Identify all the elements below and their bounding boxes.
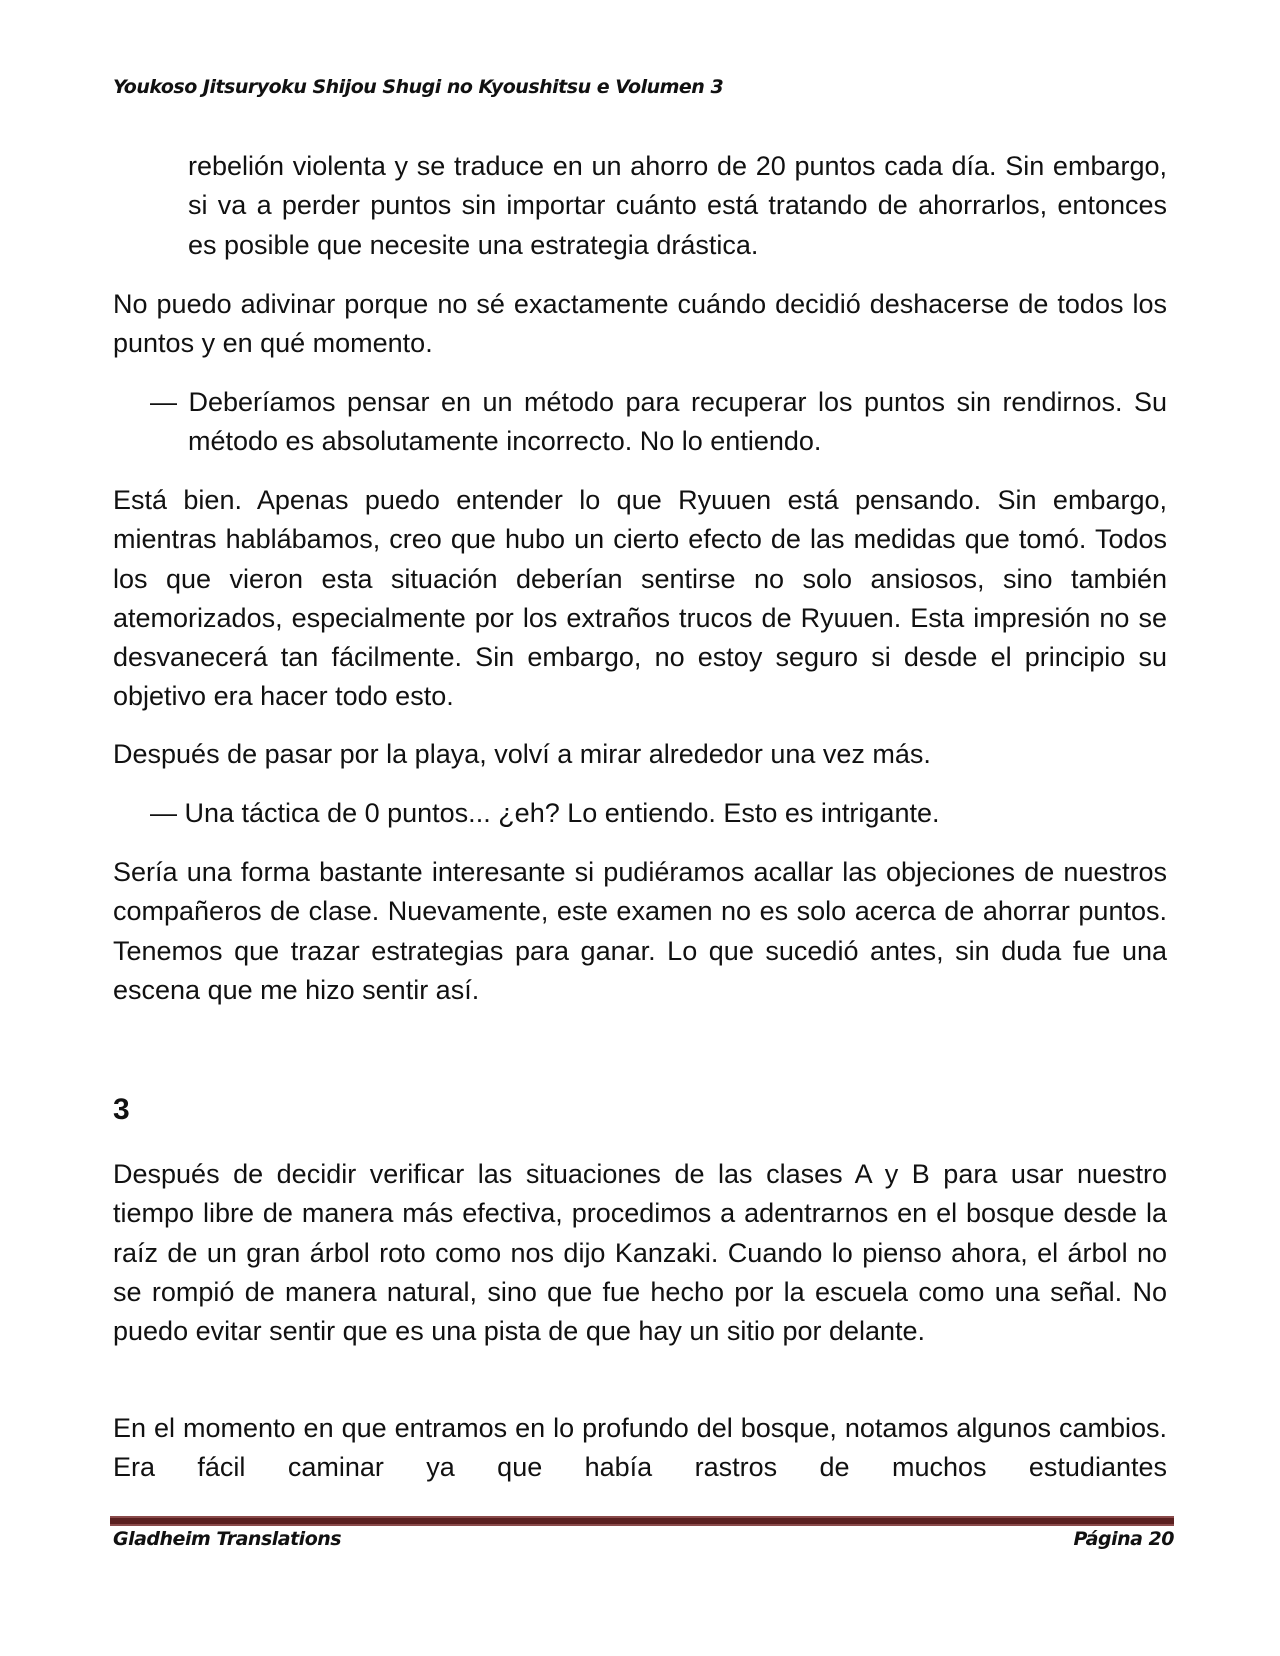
footer-rule <box>110 1516 1174 1526</box>
paragraph: En el momento en que entramos en lo profundo del bosque, notamos algunos cambios. Era fácil caminar ya que había rastros de muchos estudiantes <box>113 1413 1167 1483</box>
paragraph: Sería una forma bastante interesante si pudiéramos acallar las objeciones de nuestros compañeros de clase. Nuevamente, este examen no es solo acerca de ahorrar puntos. Tenemos que trazar estrategias para ganar. Lo que sucedió antes, sin duda fue una escena que me hizo sentir así. <box>113 857 1167 1005</box>
paragraph: Después de decidir verificar las situaciones de las clases A y B para usar nuestro tiempo libre de manera más efectiva, procedimos a adentrarnos en el bosque desde la raíz de un gran árbol roto como nos dijo Kanzaki. Cuando lo pienso ahora, el árbol no se rompió de manera natural, sino que fue hecho por la escuela como una señal. No puedo evitar sentir que es una pista de que hay un sitio por delante. <box>113 1159 1167 1347</box>
footer-credit: Gladheim Translations <box>113 1528 342 1550</box>
running-header: Youkoso Jitsuryoku Shijou Shugi no Kyoushitsu e Volumen 3 <box>113 76 724 98</box>
paragraph: No puedo adivinar porque no sé exactamente cuándo decidió deshacerse de todos los puntos y en qué momento. <box>113 289 1167 359</box>
page-number: Página 20 <box>1073 1528 1174 1550</box>
dialogue-paragraph: — Deberíamos pensar en un método para recuperar los puntos sin rendirnos. Su método es absolutamente incorrecto. No lo entiendo. <box>150 387 1167 457</box>
paragraph-continued: rebelión violenta y se traduce en un ahorro de 20 puntos cada día. Sin embargo, si va a perder puntos sin importar cuánto está tratando de ahorrarlos, entonces es posible que necesite una estrategia drástica. <box>188 151 1167 260</box>
dialogue-paragraph: — Una táctica de 0 puntos... ¿eh? Lo entiendo. Esto es intrigante. <box>150 798 940 828</box>
paragraph: Está bien. Apenas puedo entender lo que Ryuuen está pensando. Sin embargo, mientras hablábamos, creo que hubo un cierto efecto de las medidas que tomó. Todos los que vieron esta situación deberían sentirse no solo ansiosos, sino también atemorizados, especialmente por los extraños trucos de Ryuuen. Esta impresión no se desvanecerá tan fácilmente. Sin embargo, no estoy seguro si desde el principio su objetivo era hacer todo esto. <box>113 485 1167 712</box>
section-heading: 3 <box>113 1093 130 1126</box>
paragraph: Después de pasar por la playa, volví a mirar alrededor una vez más. <box>113 739 931 769</box>
